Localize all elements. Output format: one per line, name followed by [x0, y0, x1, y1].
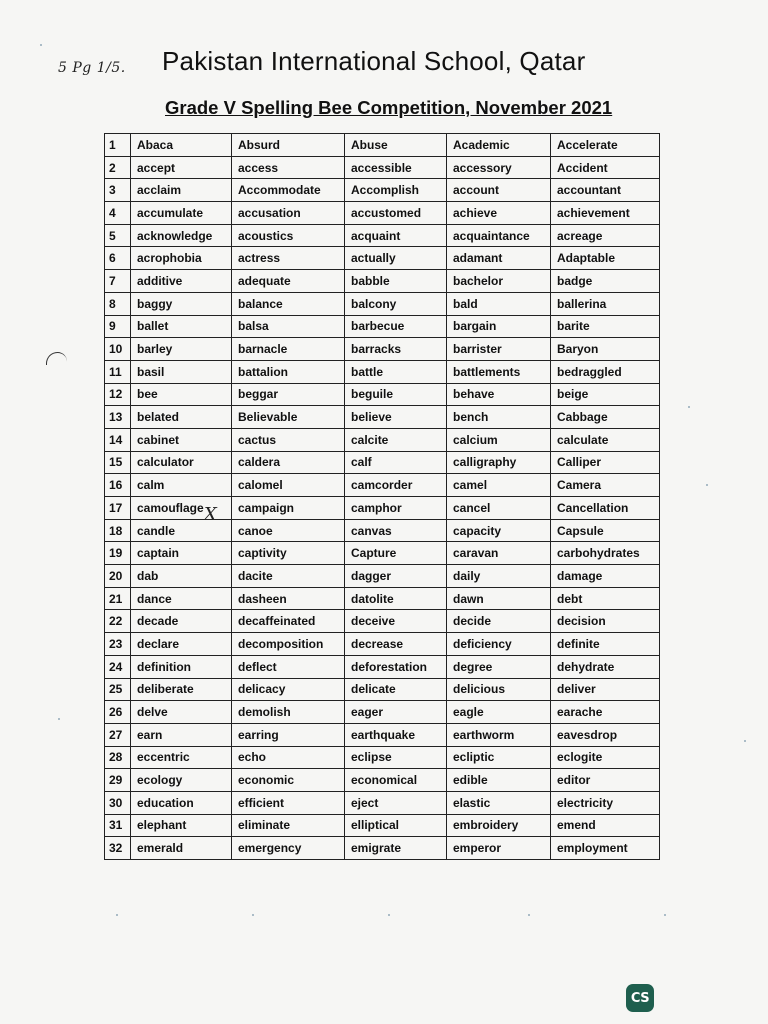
table-row [105, 587, 660, 610]
word-cell: efficient [232, 791, 345, 814]
table-row [105, 315, 660, 338]
row-number-cell: 13 [105, 406, 131, 429]
word-cell: canoe [232, 519, 345, 542]
word-cell: acquaint [345, 224, 447, 247]
word-cell: earache [551, 701, 660, 724]
scan-speck [388, 914, 390, 916]
table-row [105, 655, 660, 678]
word-cell: beguile [345, 383, 447, 406]
word-cell: calculate [551, 428, 660, 451]
word-cell: Capsule [551, 519, 660, 542]
word-cell: accusation [232, 202, 345, 225]
row-number-cell: 19 [105, 542, 131, 565]
table-row [105, 360, 660, 383]
word-cell: emergency [232, 837, 345, 860]
table-row [105, 837, 660, 860]
word-cell: camphor [345, 497, 447, 520]
row-number-cell: 12 [105, 383, 131, 406]
word-cell: barite [551, 315, 660, 338]
word-cell: decrease [345, 633, 447, 656]
table-row [105, 723, 660, 746]
word-cell: eliminate [232, 814, 345, 837]
table-row [105, 270, 660, 293]
row-number-cell: 32 [105, 837, 131, 860]
word-cell: barnacle [232, 338, 345, 361]
word-cell: acclaim [131, 179, 232, 202]
row-number-cell: 28 [105, 746, 131, 769]
word-cell: eject [345, 791, 447, 814]
school-title: Pakistan International School, Qatar [162, 46, 586, 76]
word-cell: datolite [345, 587, 447, 610]
row-number-cell: 31 [105, 814, 131, 837]
table-row [105, 678, 660, 701]
word-cell: calcite [345, 428, 447, 451]
table-row [105, 633, 660, 656]
word-cell: deficiency [447, 633, 551, 656]
word-cell: earthquake [345, 723, 447, 746]
scan-speck [116, 914, 118, 916]
table-row [105, 179, 660, 202]
row-number-cell: 30 [105, 791, 131, 814]
row-number-cell: 4 [105, 202, 131, 225]
word-cell: battlements [447, 360, 551, 383]
word-cell: Accommodate [232, 179, 345, 202]
table-row [105, 247, 660, 270]
word-cell: decaffeinated [232, 610, 345, 633]
row-number-cell: 21 [105, 587, 131, 610]
word-cell: camel [447, 474, 551, 497]
word-cell: basil [131, 360, 232, 383]
word-cell: balcony [345, 292, 447, 315]
word-cell: accept [131, 156, 232, 179]
word-cell: economic [232, 769, 345, 792]
word-cell: daily [447, 565, 551, 588]
word-cell: battalion [232, 360, 345, 383]
scan-speck [40, 44, 42, 46]
word-cell: economical [345, 769, 447, 792]
word-cell: adamant [447, 247, 551, 270]
word-cell: calm [131, 474, 232, 497]
row-number-cell: 8 [105, 292, 131, 315]
word-cell: deliberate [131, 678, 232, 701]
word-cell: Accomplish [345, 179, 447, 202]
word-cell: babble [345, 270, 447, 293]
row-number-cell: 26 [105, 701, 131, 724]
word-cell: camouflage [131, 497, 232, 520]
table-row [105, 565, 660, 588]
word-cell: demolish [232, 701, 345, 724]
word-cell: calomel [232, 474, 345, 497]
word-cell: campaign [232, 497, 345, 520]
word-cell: decade [131, 610, 232, 633]
word-cell: ecology [131, 769, 232, 792]
row-number-cell: 6 [105, 247, 131, 270]
word-cell: barrister [447, 338, 551, 361]
row-number-cell: 24 [105, 655, 131, 678]
word-cell: camcorder [345, 474, 447, 497]
word-cell: adequate [232, 270, 345, 293]
word-cell: Adaptable [551, 247, 660, 270]
word-cell: dagger [345, 565, 447, 588]
word-cell: Abaca [131, 134, 232, 157]
word-cell: dehydrate [551, 655, 660, 678]
scan-speck [706, 484, 708, 486]
word-cell: bench [447, 406, 551, 429]
scan-speck [252, 914, 254, 916]
table-row [105, 224, 660, 247]
word-cell: calf [345, 451, 447, 474]
row-number-cell: 20 [105, 565, 131, 588]
word-cell: canvas [345, 519, 447, 542]
word-cell: baggy [131, 292, 232, 315]
word-cell: Baryon [551, 338, 660, 361]
word-cell: deliver [551, 678, 660, 701]
word-cell: belated [131, 406, 232, 429]
row-number-cell: 14 [105, 428, 131, 451]
word-cell: editor [551, 769, 660, 792]
table-row [105, 474, 660, 497]
word-cell: Accelerate [551, 134, 660, 157]
word-cell: calligraphy [447, 451, 551, 474]
table-row [105, 134, 660, 157]
table-row [105, 542, 660, 565]
word-cell: delicious [447, 678, 551, 701]
row-number-cell: 10 [105, 338, 131, 361]
word-cell: eager [345, 701, 447, 724]
table-row [105, 292, 660, 315]
row-number-cell: 15 [105, 451, 131, 474]
table-row [105, 156, 660, 179]
word-cell: access [232, 156, 345, 179]
word-cell: Believable [232, 406, 345, 429]
word-cell: eccentric [131, 746, 232, 769]
word-cell: acreage [551, 224, 660, 247]
row-number-cell: 18 [105, 519, 131, 542]
word-cell: captain [131, 542, 232, 565]
word-cell: deflect [232, 655, 345, 678]
word-cell: delicate [345, 678, 447, 701]
word-cell: believe [345, 406, 447, 429]
word-cell: Cabbage [551, 406, 660, 429]
table-row [105, 428, 660, 451]
word-cell: cabinet [131, 428, 232, 451]
scan-speck [744, 740, 746, 742]
row-number-cell: 27 [105, 723, 131, 746]
word-cell: actress [232, 247, 345, 270]
row-number-cell: 16 [105, 474, 131, 497]
row-number-cell: 2 [105, 156, 131, 179]
word-cell: dacite [232, 565, 345, 588]
table-row [105, 338, 660, 361]
word-cell: eclipse [345, 746, 447, 769]
word-cell: degree [447, 655, 551, 678]
word-cell: Abuse [345, 134, 447, 157]
word-cell: earring [232, 723, 345, 746]
word-cell: eclogite [551, 746, 660, 769]
table-row [105, 497, 660, 520]
row-number-cell: 3 [105, 179, 131, 202]
word-cell: achieve [447, 202, 551, 225]
spelling-word-table [104, 133, 660, 860]
word-cell: embroidery [447, 814, 551, 837]
table-row [105, 769, 660, 792]
word-cell: emerald [131, 837, 232, 860]
word-cell: bedraggled [551, 360, 660, 383]
word-cell: accustomed [345, 202, 447, 225]
word-cell: elastic [447, 791, 551, 814]
word-cell: edible [447, 769, 551, 792]
word-cell: candle [131, 519, 232, 542]
word-cell: Accident [551, 156, 660, 179]
word-cell: Absurd [232, 134, 345, 157]
word-cell: dasheen [232, 587, 345, 610]
word-cell: ballerina [551, 292, 660, 315]
word-cell: elephant [131, 814, 232, 837]
word-cell: earn [131, 723, 232, 746]
table-row [105, 701, 660, 724]
word-cell: Capture [345, 542, 447, 565]
row-number-cell: 22 [105, 610, 131, 633]
table-row [105, 746, 660, 769]
table-row [105, 406, 660, 429]
word-cell: electricity [551, 791, 660, 814]
word-cell: definite [551, 633, 660, 656]
word-cell: decomposition [232, 633, 345, 656]
word-cell: bachelor [447, 270, 551, 293]
word-cell: captivity [232, 542, 345, 565]
word-cell: acknowledge [131, 224, 232, 247]
word-cell: Cancellation [551, 497, 660, 520]
word-cell: actually [345, 247, 447, 270]
word-cell: accessory [447, 156, 551, 179]
word-cell: barbecue [345, 315, 447, 338]
word-cell: emend [551, 814, 660, 837]
row-number-cell: 29 [105, 769, 131, 792]
word-cell: delve [131, 701, 232, 724]
word-cell: barley [131, 338, 232, 361]
word-cell: cactus [232, 428, 345, 451]
table-row [105, 814, 660, 837]
word-cell: bee [131, 383, 232, 406]
word-cell: deceive [345, 610, 447, 633]
word-cell: Camera [551, 474, 660, 497]
word-cell: education [131, 791, 232, 814]
word-cell: damage [551, 565, 660, 588]
word-cell: calcium [447, 428, 551, 451]
word-cell: capacity [447, 519, 551, 542]
row-number-cell: 11 [105, 360, 131, 383]
row-number-cell: 7 [105, 270, 131, 293]
word-cell: Calliper [551, 451, 660, 474]
scan-speck [688, 406, 690, 408]
word-cell: calculator [131, 451, 232, 474]
word-cell: carbohydrates [551, 542, 660, 565]
camscanner-logo [626, 984, 654, 1012]
word-cell: accessible [345, 156, 447, 179]
word-cell: employment [551, 837, 660, 860]
word-cell: caldera [232, 451, 345, 474]
word-cell: Academic [447, 134, 551, 157]
row-number-cell: 23 [105, 633, 131, 656]
table-row [105, 610, 660, 633]
table-row [105, 202, 660, 225]
margin-scribble [46, 352, 67, 365]
word-cell: delicacy [232, 678, 345, 701]
scan-speck [528, 914, 530, 916]
word-cell: accountant [551, 179, 660, 202]
word-cell: decision [551, 610, 660, 633]
scan-speck [664, 914, 666, 916]
word-cell: definition [131, 655, 232, 678]
word-cell: eagle [447, 701, 551, 724]
word-cell: echo [232, 746, 345, 769]
word-cell: elliptical [345, 814, 447, 837]
row-number-cell: 9 [105, 315, 131, 338]
word-cell: bald [447, 292, 551, 315]
logo-text: CS [630, 990, 650, 1006]
word-cell: beggar [232, 383, 345, 406]
table-row [105, 383, 660, 406]
word-cell: caravan [447, 542, 551, 565]
word-cell: account [447, 179, 551, 202]
word-cell: acquaintance [447, 224, 551, 247]
word-cell: ecliptic [447, 746, 551, 769]
row-number-cell: 5 [105, 224, 131, 247]
word-cell: debt [551, 587, 660, 610]
row-number-cell: 17 [105, 497, 131, 520]
word-cell: balsa [232, 315, 345, 338]
word-cell: cancel [447, 497, 551, 520]
row-number-cell: 25 [105, 678, 131, 701]
word-cell: additive [131, 270, 232, 293]
word-cell: deforestation [345, 655, 447, 678]
word-cell: acoustics [232, 224, 345, 247]
word-cell: ballet [131, 315, 232, 338]
word-cell: dance [131, 587, 232, 610]
word-cell: bargain [447, 315, 551, 338]
scan-speck [58, 718, 60, 720]
table-row [105, 451, 660, 474]
table-row [105, 791, 660, 814]
word-cell: balance [232, 292, 345, 315]
word-cell: decide [447, 610, 551, 633]
word-cell: dawn [447, 587, 551, 610]
word-cell: badge [551, 270, 660, 293]
word-table-body [105, 134, 660, 860]
handwritten-page-note: 5 Pg 1/5. [58, 60, 126, 76]
word-cell: emigrate [345, 837, 447, 860]
word-cell: beige [551, 383, 660, 406]
word-cell: dab [131, 565, 232, 588]
word-cell: accumulate [131, 202, 232, 225]
word-cell: earthworm [447, 723, 551, 746]
table-row [105, 519, 660, 542]
competition-title: Grade V Spelling Bee Competition, November 2021 [165, 97, 613, 118]
word-cell: barracks [345, 338, 447, 361]
word-cell: acrophobia [131, 247, 232, 270]
row-number-cell: 1 [105, 134, 131, 157]
handwritten-x-mark: X [204, 504, 217, 525]
word-cell: battle [345, 360, 447, 383]
word-cell: emperor [447, 837, 551, 860]
word-cell: behave [447, 383, 551, 406]
word-cell: achievement [551, 202, 660, 225]
word-cell: declare [131, 633, 232, 656]
word-cell: eavesdrop [551, 723, 660, 746]
